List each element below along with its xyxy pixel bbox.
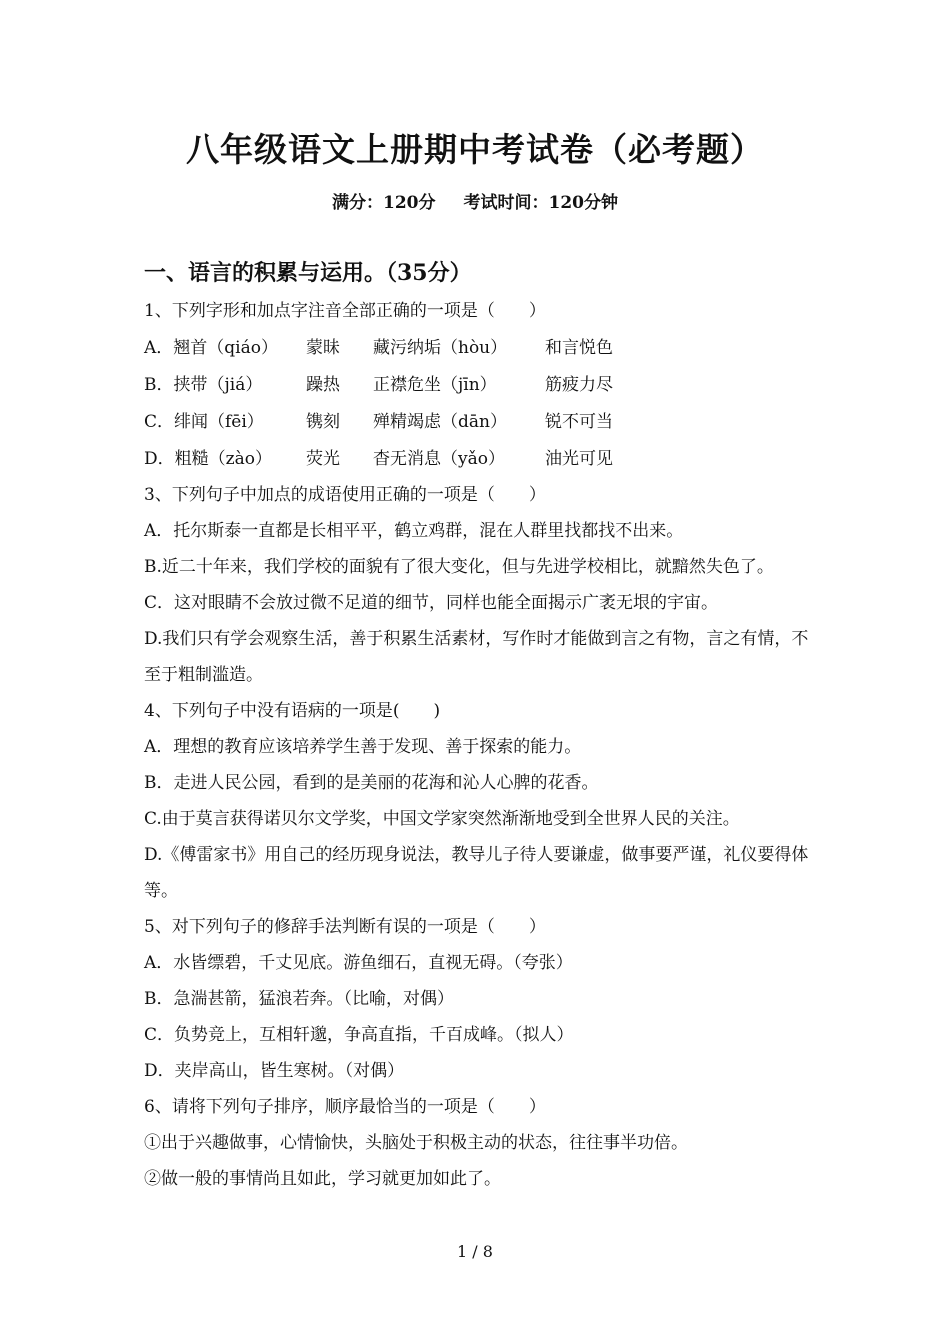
question-6-sentence-1: ①出于兴趣做事，心情愉快，头脑处于积极主动的状态，往往事半功倍。 (144, 1133, 688, 1153)
question-6-sentence-2: ②做一般的事情尚且如此，学习就更加如此了。 (144, 1169, 501, 1189)
question-4-option-d: D.《傅雷家书》用自己的经历现身说法，教导儿子待人要谦虚，做事要严谨，礼仪要得体等。 (144, 845, 809, 901)
exam-time: 考试时间：120分钟 (463, 193, 618, 213)
question-1-option-d: D．粗糙（zào） 荧光 杳无消息（yǎo） 油光可见 (144, 448, 613, 469)
question-3-option-b: B.近二十年来，我们学校的面貌有了很大变化，但与先进学校相比，就黯然失色了。 (144, 557, 774, 577)
page-title: 八年级语文上册期中考试卷（必考题） (186, 130, 764, 169)
question-5-option-a: A．水皆缥碧，千丈见底。游鱼细石，直视无碍。（夸张） (144, 953, 573, 973)
page-number: 1 / 8 (457, 1242, 493, 1261)
question-5-option-b: B．急湍甚箭，猛浪若奔。（比喻，对偶） (144, 989, 454, 1009)
exam-info (0, 188, 950, 213)
question-3-option-d: D.我们只有学会观察生活，善于积累生活素材，写作时才能做到言之有物，言之有情，不至于粗制滥造。 (144, 629, 809, 685)
question-5-option-d: D．夹岸高山，皆生寒树。（对偶） (144, 1061, 405, 1081)
full-score: 满分：120分 (332, 193, 436, 213)
question-1-option-b: B．挟带（jiá） 躁热 正襟危坐（jīn） 筋疲力尽 (144, 374, 613, 395)
question-3-stem: 3、下列句子中加点的成语使用正确的一项是（ ） (144, 485, 546, 505)
question-1-option-c: C．绯闻（fēi） 镌刻 殚精竭虑（dān） 锐不可当 (144, 411, 613, 432)
question-1-option-a: A．翘首（qiáo） 蒙昧 藏污纳垢（hòu） 和言悦色 (144, 337, 613, 358)
question-4-option-a: A．理想的教育应该培养学生善于发现、善于探索的能力。 (144, 737, 582, 757)
question-6-stem: 6、请将下列句子排序，顺序最恰当的一项是（ ） (144, 1097, 546, 1117)
question-1-stem: 1、下列字形和加点字注音全部正确的一项是（ ） (144, 301, 546, 321)
questions (144, 293, 814, 1197)
question-3-option-c: C．这对眼睛不会放过微不足道的细节，同样也能全面揭示广袤无垠的宇宙。 (144, 593, 719, 613)
question-3-option-a: A．托尔斯泰一直都是长相平平，鹤立鸡群，混在人群里找都找不出来。 (144, 521, 684, 541)
question-4-option-b: B．走进人民公园，看到的是美丽的花海和沁人心脾的花香。 (144, 773, 599, 793)
section-heading: 一、语言的积累与运用。（35分） (144, 260, 472, 286)
question-5-option-c: C．负势竞上，互相轩邈，争高直指，千百成峰。（拟人） (144, 1025, 574, 1045)
question-4-option-c: C.由于莫言获得诺贝尔文学奖，中国文学家突然渐渐地受到全世界人民的关注。 (144, 809, 740, 829)
question-5-stem: 5、对下列句子的修辞手法判断有误的一项是（ ） (144, 917, 546, 937)
question-4-stem: 4、下列句子中没有语病的一项是( ) (144, 701, 441, 721)
